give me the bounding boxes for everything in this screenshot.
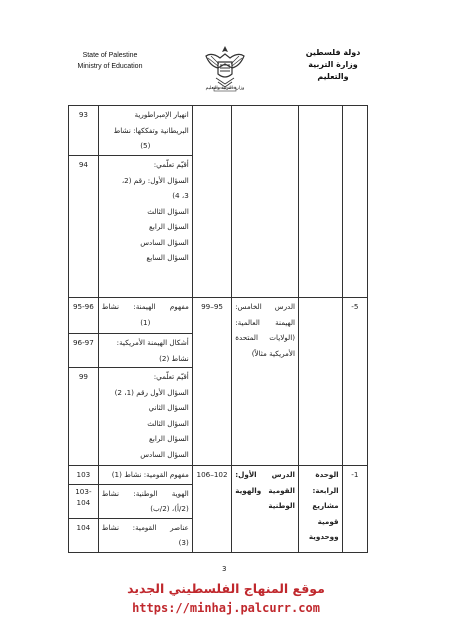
cell-unit xyxy=(299,106,343,298)
state-name-ar: دولة فلسطين xyxy=(305,48,361,57)
cell-unit: الوحدة الرابعة: مشاريع قومية ووحدوية xyxy=(299,466,343,553)
cell-lesson: الدرس الأول: القومية والهوية الوطنية xyxy=(232,466,299,553)
cell-activity-page: 99 xyxy=(69,368,99,466)
cell-activity: مفهوم الهيمنة: نشاط (1) xyxy=(98,298,192,334)
table-row xyxy=(69,466,368,485)
cell-activity-page: 103 xyxy=(69,466,99,485)
state-name: State of Palestine xyxy=(82,52,138,59)
curriculum-table xyxy=(68,105,368,553)
cell-activity-page: -103 104 xyxy=(69,484,99,518)
cell-pages: 95–99 xyxy=(192,298,231,466)
cell-activity-page: 93 xyxy=(69,106,99,156)
cell-activity-page: 94 xyxy=(69,156,99,298)
emblem-caption: وزارة التربية والتعليم xyxy=(205,86,245,91)
cell-activity: عناصر القومية: نشاط (3) xyxy=(98,518,192,552)
cell-activity: أشكال الهيمنة الأمريكية: نشاط (2) xyxy=(98,334,192,368)
cell-activity: الهوية الوطنية: نشاط (2/أ)، (2/ب) xyxy=(98,484,192,518)
cell-activity: أقيّم تعلّمي: السؤال الأول رقم (1، 2) السؤال الثاني السؤال الثالث السؤال الرابع السؤال السادس xyxy=(98,368,192,466)
cell-number: 1- xyxy=(342,466,367,553)
header-arabic xyxy=(292,47,374,83)
cell-pages: 102–106 xyxy=(192,466,231,553)
cell-lesson xyxy=(232,106,299,298)
cell-activity-page: 104 xyxy=(69,518,99,552)
cell-activity: أقيّم تعلّمي: السؤال الأول: رقم (2، 3، 4) السؤال الثالث السؤال الرابع السؤال السادس السؤال السابع xyxy=(98,156,192,298)
ministry-name-ar: وزارة التربية والتعليم xyxy=(308,60,358,81)
watermark-url[interactable]: https://minhaj.palcurr.com xyxy=(132,601,320,615)
cell-pages xyxy=(192,106,231,298)
cell-number: 5- xyxy=(342,298,367,466)
table-row xyxy=(69,298,368,334)
ministry-name: Ministry of Education xyxy=(77,63,143,70)
cell-activity: مفهوم القومية: نشاط (1) xyxy=(98,466,192,485)
cell-activity: انهيار الإمبراطورية البريطانية وتفككها: نشاط (5) xyxy=(98,106,192,156)
header-english xyxy=(70,50,150,72)
cell-number xyxy=(342,106,367,298)
cell-lesson: الدرس الخامس: الهيمنة العالمية: (الولايات المتحدة الأمريكية مثالاً) xyxy=(232,298,299,466)
cell-unit xyxy=(299,298,343,466)
page-number: 3 xyxy=(222,565,227,573)
watermark-title: موقع المنهاج الفلسطيني الجديد xyxy=(127,581,325,596)
cell-activity-page: 96-97 xyxy=(69,334,99,368)
table-row xyxy=(69,106,368,156)
cell-activity-page: 95-96 xyxy=(69,298,99,334)
